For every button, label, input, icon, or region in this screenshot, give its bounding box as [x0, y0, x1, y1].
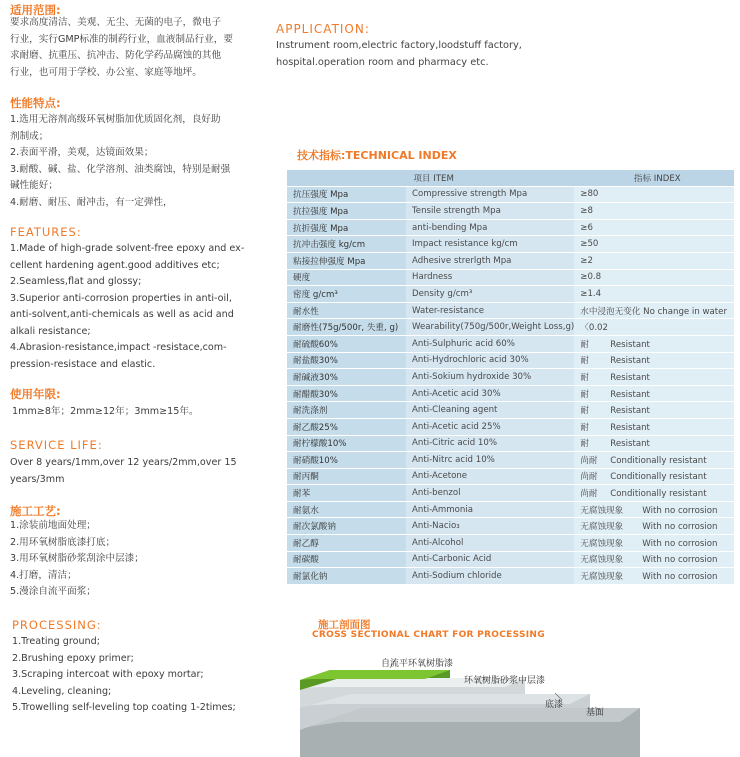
tech-index-en: ≥2	[580, 255, 593, 266]
tech-item-en: Anti-benzol	[406, 485, 574, 502]
tech-index-cn: 无腐蚀现象	[580, 555, 624, 566]
label-mortar: 环氧树脂砂浆中层漆	[464, 676, 546, 686]
tech-index-en: With no corrosion	[642, 555, 718, 566]
tech-index-value	[574, 302, 734, 319]
tech-row	[287, 418, 734, 435]
label-primer: 底漆	[545, 700, 564, 710]
tech-index-value	[574, 203, 734, 220]
tech-row	[287, 203, 734, 220]
tech-index-en: Resistant	[610, 339, 650, 350]
scope-title: 适用范围:	[10, 3, 61, 17]
tech-index-value	[574, 335, 734, 352]
tech-index-en: With no corrosion	[642, 522, 718, 533]
tech-item-cn: 耐醋酸30%	[287, 385, 406, 402]
tech-index-cn: 耐	[580, 372, 589, 383]
tech-row	[287, 219, 734, 236]
tech-row	[287, 236, 734, 253]
tech-item-cn: 硬度	[287, 269, 406, 286]
process-en-title: PROCESSING:	[12, 618, 102, 632]
tech-index-cn: 耐	[580, 339, 589, 350]
tech-index-en: ≥6	[580, 222, 593, 233]
tech-row	[287, 269, 734, 286]
label-base: 基面	[586, 708, 605, 718]
tech-index-value	[574, 518, 734, 535]
tech-index-value	[574, 485, 734, 502]
tech-item-cn: 耐次氯酸钠	[287, 518, 406, 535]
tech-item-en: Impact resistance kg/cm	[406, 236, 574, 253]
tech-index-cn: 尚耐	[580, 472, 598, 483]
tech-item-en: Anti-Acetic acid 25%	[406, 418, 574, 435]
tech-item-cn: 耐碱液30%	[287, 369, 406, 386]
cross-section-diagram	[300, 650, 640, 757]
tech-index-en: 水中浸泡无变化 No change in water	[580, 306, 727, 317]
tech-index-en: With no corrosion	[642, 505, 718, 516]
tech-row	[287, 501, 734, 518]
tech-index-value	[574, 369, 734, 386]
life-en-title: SERVICE LIFE:	[10, 438, 103, 452]
tech-index-cn: 尚耐	[580, 489, 598, 500]
tech-item-en: Wearability(750g/500r,Weight Loss,g)	[406, 319, 574, 336]
scope-text: 要求高度清洁、美观、无尘、无菌的电子，微电子 行业，实行GMP标准的制药行业，血液制品行业，要 求耐磨、抗重压、抗冲击、防化学药品腐蚀的其他 行业，也可用于学校、办公室、家庭等地坪。	[10, 17, 233, 78]
tech-row	[287, 518, 734, 535]
tech-item-cn: 耐盐酸30%	[287, 352, 406, 369]
tech-row	[287, 452, 734, 469]
tech-index-value	[574, 568, 734, 585]
tech-item-en: Anti-Cleaning agent	[406, 402, 574, 419]
tech-row	[287, 402, 734, 419]
tech-index-value	[574, 352, 734, 369]
tech-row	[287, 319, 734, 336]
tech-item-cn: 耐乙醇	[287, 535, 406, 552]
tech-index-value	[574, 501, 734, 518]
tech-item-cn: 耐洗涤剂	[287, 402, 406, 419]
tech-index-en: With no corrosion	[642, 538, 718, 549]
tech-item-en: Anti-Sulphuric acid 60%	[406, 335, 574, 352]
tech-index-value	[574, 435, 734, 452]
tech-index-cn: 耐	[580, 439, 589, 450]
tech-item-en: Compressive strength Mpa	[406, 186, 574, 203]
tech-item-en: Anti-Alcohol	[406, 535, 574, 552]
tech-index-cn: 尚耐	[580, 455, 598, 466]
life-cn-title: 使用年限:	[10, 387, 61, 401]
life-en-text: Over 8 years/1mm,over 12 years/2mm,over 15 years/3mm	[10, 457, 237, 485]
cross-title-cn: 施工剖面图	[318, 619, 371, 631]
tech-item-cn: 耐水性	[287, 302, 406, 319]
tech-item-cn: 抗压强度 Mpa	[287, 186, 406, 203]
life-cn-text: 1mm≥8年；2mm≥12年；3mm≥15年。	[12, 406, 199, 417]
tech-item-cn: 抗折强度 Mpa	[287, 219, 406, 236]
tech-index-value	[574, 319, 734, 336]
tech-item-en: Anti-Citric acid 10%	[406, 435, 574, 452]
tech-item-en: Anti-Carbonic Acid	[406, 551, 574, 568]
tech-index-en: Resistant	[610, 356, 650, 367]
tech-item-cn: 抗拉强度 Mpa	[287, 203, 406, 220]
tech-index-value	[574, 452, 734, 469]
label-top-coat: 自流平环氧树脂漆	[381, 659, 454, 669]
tech-table	[287, 170, 734, 585]
tech-row	[287, 385, 734, 402]
tech-table-wrap	[287, 170, 740, 585]
tech-row	[287, 302, 734, 319]
tech-index-en: Conditionally resistant	[610, 472, 707, 483]
tech-index-value	[574, 535, 734, 552]
tech-index-value	[574, 236, 734, 253]
tech-index-en: Resistant	[610, 372, 650, 383]
tech-index-en: With no corrosion	[642, 572, 718, 583]
tech-row	[287, 352, 734, 369]
tech-item-cn: 耐氨水	[287, 501, 406, 518]
tech-item-en: Anti-Nitrc acid 10%	[406, 452, 574, 469]
application-text: Instrument room,electric factory,loodstuff factory, hospital.operation room and pharmacy etc.	[276, 40, 522, 68]
tech-index-value	[574, 385, 734, 402]
tech-item-cn: 抗冲击强度 kg/cm	[287, 236, 406, 253]
tech-item-cn: 耐丙酮	[287, 468, 406, 485]
tech-index-cn: 耐	[580, 422, 589, 433]
tech-index-value	[574, 402, 734, 419]
tech-item-en: Density g/cm³	[406, 286, 574, 303]
tech-index-en: 〈0.02	[580, 323, 608, 334]
tech-index-en: Resistant	[610, 406, 650, 417]
tech-index-cn: 耐	[580, 406, 589, 417]
tech-row	[287, 468, 734, 485]
features-en-title: FEATURES:	[10, 225, 82, 239]
tech-item-cn: 耐碳酸	[287, 551, 406, 568]
tech-item-en: Water-resistance	[406, 302, 574, 319]
tech-item-en: Anti-Sokium hydroxide 30%	[406, 369, 574, 386]
tech-item-en: Anti-Acetone	[406, 468, 574, 485]
process-en-text: 1.Treating ground; 2.Brushing epoxy primer; 3.Scraping intercoat with epoxy mortar; 4.Leveling, cleaning; 5.Trowelling self-leveling top coating 1-2times;	[12, 636, 236, 713]
features-cn-title: 性能特点:	[10, 96, 61, 110]
tech-item-en: Anti-Acetic acid 30%	[406, 385, 574, 402]
process-cn-text: 1.涂装前地面处理； 2.用环氧树脂底漆打底； 3.用环氧树脂砂浆刮涂中层漆； 4.打磨，清洁； 5.漫涂自流平面浆；	[10, 520, 144, 597]
tech-index-en: ≥1.4	[580, 288, 602, 299]
header-index: 指标 INDEX	[574, 170, 734, 186]
tech-row	[287, 485, 734, 502]
tech-table-header	[287, 170, 734, 186]
tech-index-en: Conditionally resistant	[610, 489, 707, 500]
tech-index-en: Resistant	[610, 422, 650, 433]
tech-row	[287, 286, 734, 303]
tech-row	[287, 551, 734, 568]
features-en-text: 1.Made of high-grade solvent-free epoxy and ex- cellent hardening agent.good additives etc; 2.Seamless,flat and glossy; 3.Superior anti-corrosion properties in anti-oil, anti-solvent,anti-chemicals as well as acid and alkali resistance; 4.Abrasion-resistance,impact -resistace,com- pression-resistace and elastic.	[10, 243, 245, 370]
application-title: APPLICATION:	[276, 22, 370, 36]
tech-row	[287, 252, 734, 269]
tech-item-cn: 耐硝酸10%	[287, 452, 406, 469]
tech-item-en: Tensile strength Mpa	[406, 203, 574, 220]
tech-item-en: Anti-Sodium chloride	[406, 568, 574, 585]
tech-item-cn: 耐磨性(75g/500r, 失重, g)	[287, 319, 406, 336]
tech-item-cn: 密度 g/cm³	[287, 286, 406, 303]
process-cn-title: 施工工艺:	[10, 504, 61, 518]
tech-index-value	[574, 269, 734, 286]
tech-index-value	[574, 186, 734, 203]
tech-index-cn: 无腐蚀现象	[580, 538, 624, 549]
tech-item-en: anti-bending Mpa	[406, 219, 574, 236]
tech-item-en: Anti-Ammonia	[406, 501, 574, 518]
tech-index-cn: 无腐蚀现象	[580, 522, 624, 533]
features-cn-text: 1.选用无溶剂高级环氧树脂加优质固化剂，良好助 剂制成； 2.表面平滑，美观，达镜面效果； 3.耐酸、碱、盐、化学溶剂、油类腐蚀，特别是耐强 碱性能好； 4.耐磨、耐压、耐冲击，有一定弹性，	[10, 114, 231, 208]
tech-index-en: Resistant	[610, 439, 650, 450]
tech-row	[287, 435, 734, 452]
tech-row	[287, 369, 734, 386]
tech-item-cn: 耐氯化钠	[287, 568, 406, 585]
tech-index-value	[574, 551, 734, 568]
cross-title-en: CROSS SECTIONAL CHART FOR PROCESSING	[312, 630, 545, 640]
tech-index-cn: 无腐蚀现象	[580, 572, 624, 583]
tech-index-value	[574, 219, 734, 236]
tech-item-cn: 耐苯	[287, 485, 406, 502]
tech-item-cn: 耐柠檬酸10%	[287, 435, 406, 452]
tech-index-value	[574, 468, 734, 485]
tech-index-en: ≥80	[580, 189, 599, 200]
tech-index-en: ≥0.8	[580, 272, 602, 283]
tech-row	[287, 335, 734, 352]
tech-item-cn: 耐硫酸60%	[287, 335, 406, 352]
tech-index-value	[574, 286, 734, 303]
tech-index-en: ≥8	[580, 205, 593, 216]
tech-index-cn: 无腐蚀现象	[580, 505, 624, 516]
tech-item-en: Hardness	[406, 269, 574, 286]
tech-index-value	[574, 418, 734, 435]
tech-index-value	[574, 252, 734, 269]
tech-index-cn: 耐	[580, 389, 589, 400]
tech-item-en: Anti-Nacio₃	[406, 518, 574, 535]
tech-index-en: Resistant	[610, 389, 650, 400]
header-item: 项目 ITEM	[287, 170, 574, 186]
tech-item-cn: 耐乙酸25%	[287, 418, 406, 435]
tech-index-en: Conditionally resistant	[610, 455, 707, 466]
tech-item-en: Adhesive strerlgth Mpa	[406, 252, 574, 269]
tech-index-cn: 耐	[580, 356, 589, 367]
tech-index-en: ≥50	[580, 239, 599, 250]
tech-row	[287, 568, 734, 585]
tech-row	[287, 186, 734, 203]
tech-title: 技术指标:TECHNICAL INDEX	[297, 149, 457, 162]
tech-item-cn: 粘接拉伸强度 Mpa	[287, 252, 406, 269]
tech-row	[287, 535, 734, 552]
tech-item-en: Anti-Hydrochloric acid 30%	[406, 352, 574, 369]
